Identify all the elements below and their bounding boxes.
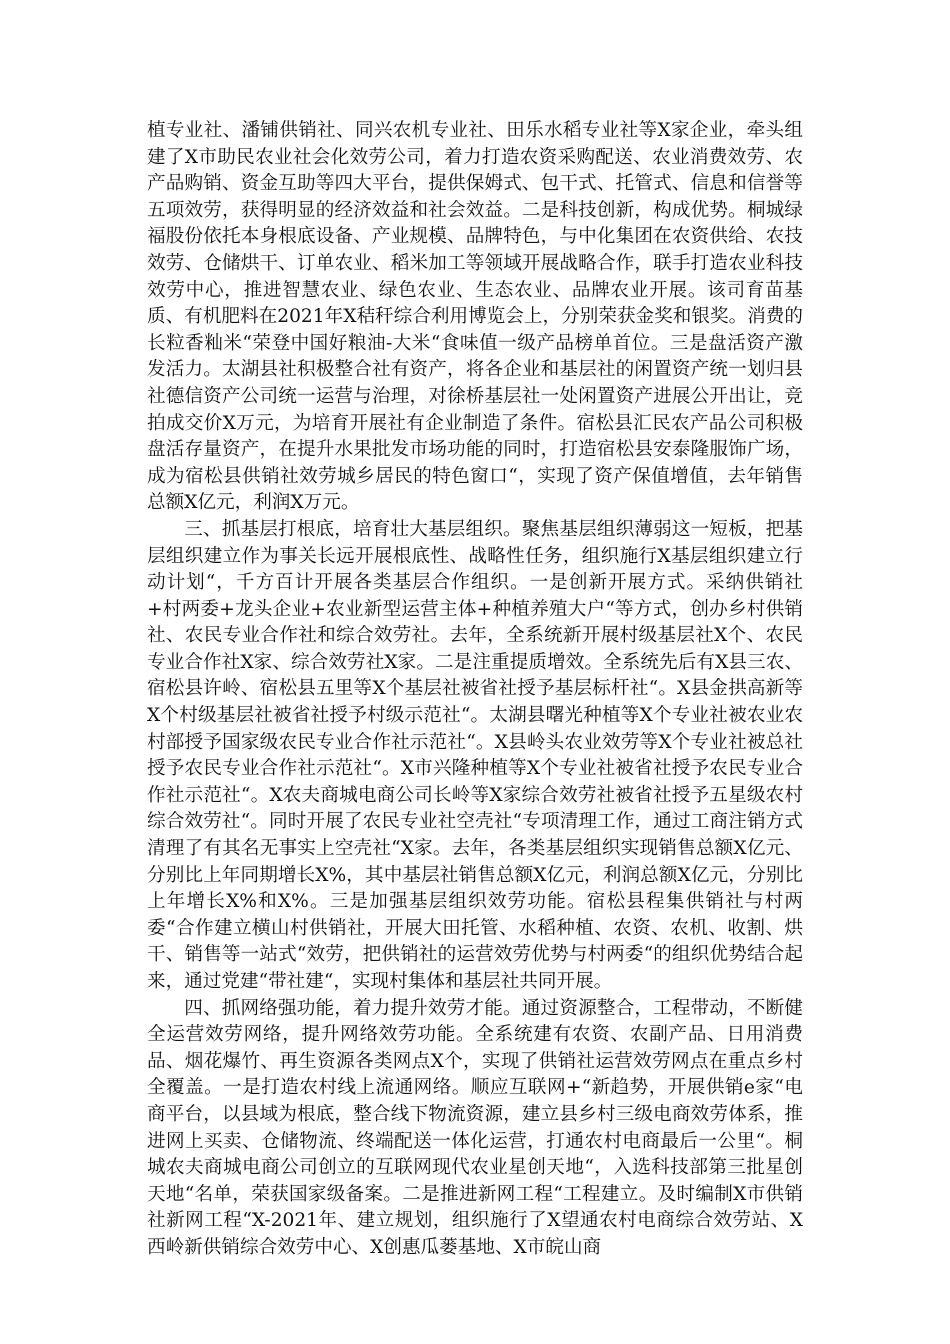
paragraph-section-three: 三、抓基层打根底，培育壮大基层组织。聚焦基层组织薄弱这一短板，把基层组织建立作为事关长远开展根底性、战略性任务，组织施行X基层组织建立行动计划“，千方百计开展各类基层合作组织。一是创新开展方式。采纳供销社+村两委+龙头企业+农业新型运营主体+种植养殖大户“等方式，创办乡村供销社、农民专业合作社和综合效劳社。去年，全系统新开展村级基层社X个、农民专业合作社X家、综合效劳社X家。二是注重提质增效。全系统先后有X县三农、宿松县许岭、宿松县五里等X个基层社被省社授予基层标杆社“。X县金拱高新等X个村级基层社被省社授予村级示范社“。太湖县曙光种植等X个专业社被农业农村部授予国家级农民专业合作社示范社“。X县岭头农业效劳等X个专业社被总社授予农民专业合作社示范社“。X市兴隆种植等X个专业社被省社授予农民专业合作社示范社“。X农夫商城电商公司长岭等X家综合效劳社被省社授予五星级农村综合效劳社“。同时开展了农民专业社空壳社“专项清理工作，通过工商注销方式清理了有其名无事实上空壳社“X家。去年，各类基层组织实现销售总额X亿元、分别比上年同期增长X%，其中基层社销售总额X亿元，利润总额X亿元，分别比上年增长X%和X%。三是加强基层组织效劳功能。宿松县程集供销社与村两委“合作建立横山村供销社，开展大田托管、水稻种植、农资、农机、收割、烘干、销售等一站式“效劳，把供销社的运营效劳优势与村两委“的组织优势结合起来，通过党建“带社建“，实现村集体和基层社共同开展。 [147, 518, 803, 992]
document-body [147, 118, 803, 1262]
paragraph-continued: 植专业社、潘铺供销社、同兴农机专业社、田乐水稻专业社等X家企业，牵头组建了X市助民农业社会化效劳公司，着力打造农资采购配送、农业消费效劳、农产品购销、资金互助等四大平台，提供保姆式、包干式、托管式、信息和信誉等五项效劳，获得明显的经济效益和社会效益。二是科技创新，构成优势。桐城绿福股份依托本身根底设备、产业规模、品牌特色，与中化集团在农资供给、农技效劳、仓储烘干、订单农业、稻米加工等领域开展战略合作，联手打造农业科技效劳中心，推进智慧农业、绿色农业、生态农业、品牌农业开展。该司育苗基质、有机肥料在2021年X秸秆综合利用博览会上，分别荣获金奖和银奖。消费的长粒香籼米“荣登中国好粮油-大米“食味值一级产品榜单首位。三是盘活资产激发活力。太湖县社积极整合社有资产，将各企业和基层社的闲置资产统一划归县社德信资产公司统一运营与治理，对徐桥基层社一处闲置资产进展公开出让，竞拍成交价X万元，为培育开展社有企业制造了条件。宿松县汇民农产品公司积极盘活存量资产，在提升水果批发市场功能的同时，打造宿松县安泰隆服饰广场，成为宿松县供销社效劳城乡居民的特色窗口“，实现了资产保值增值，去年销售总额X亿元，利润X万元。 [147, 120, 803, 514]
paragraph-section-four: 四、抓网络强功能，着力提升效劳才能。通过资源整合，工程带动，不断健全运营效劳网络，提升网络效劳功能。全系统建有农资、农副产品、日用消费品、烟花爆竹、再生资源各类网点X个，实现了供销社运营效劳网点在重点乡村全覆盖。一是打造农村线上流通网络。顺应互联网+“新趋势，开展供销e家“电商平台，以县域为根底，整合线下物流资源，建立县乡村三级电商效劳体系，推进网上买卖、仓储物流、终端配送一体化运营，打通农村电商最后一公里“。桐城农夫商城电商公司创立的互联网现代农业星创天地“，入选科技部第三批星创天地“名单，荣获国家级备案。二是推进新网工程“工程建立。及时编制X市供销社新网工程“X-2021年、建立规划，组织施行了X望通农村电商综合效劳站、X西岭新供销综合效劳中心、X创惠瓜蒌基地、X市皖山商 [147, 997, 803, 1258]
